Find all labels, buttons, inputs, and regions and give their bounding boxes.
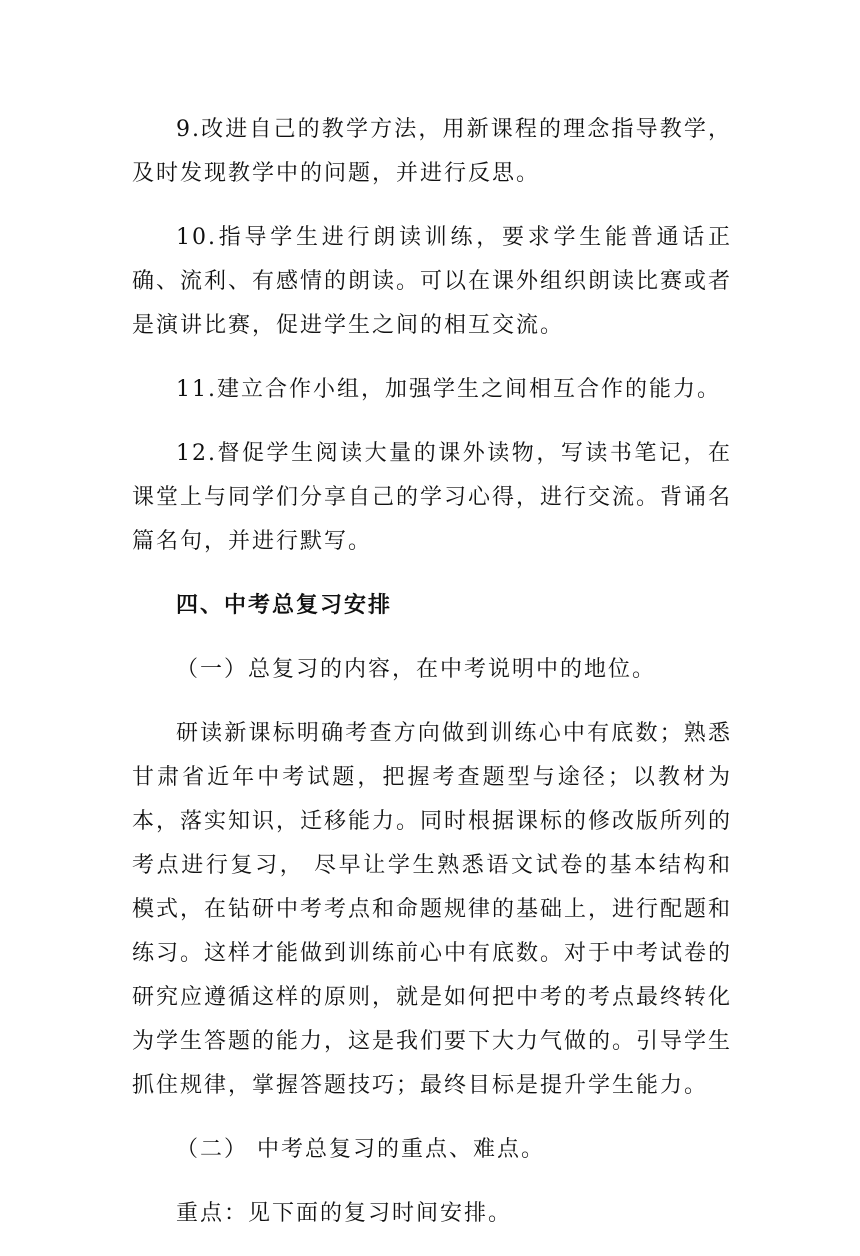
paragraph-item-10: 10.指导学生进行朗读训练，要求学生能普通话正确、流利、有感情的朗读。可以在课外组织朗读比赛或者是演讲比赛，促进学生之间的相互交流。	[132, 225, 733, 338]
paragraph-item-9: 9.改进自己的教学方法，用新课程的理念指导教学，及时发现教学中的问题，并进行反思。	[132, 117, 732, 186]
section-heading: 四、中考总复习安排	[176, 593, 393, 618]
subsection-heading-2: （二） 中考总复习的重点、难点。	[176, 1137, 545, 1162]
paragraph-item-11: 11.建立合作小组，加强学生之间相互合作的能力。	[176, 377, 721, 402]
paragraph-item-12: 12.督促学生阅读大量的课外读物，写读书笔记，在课堂上与同学们分享自己的学习心得，进行交流。背诵名篇名句，并进行默写。	[132, 441, 733, 554]
paragraph-key-points: 重点：见下面的复习时间安排。	[176, 1201, 513, 1226]
subsection-heading-1: （一）总复习的内容，在中考说明中的地位。	[176, 657, 657, 682]
paragraph-review-content: 研读新课标明确考查方向做到训练心中有底数；熟悉甘肃省近年中考试题，把握考查题型与途径；以教材为本，落实知识，迁移能力。同时根据课标的修改版所列的考点进行复习， 尽早让学生熟悉语文试卷的基本结构和模式，在钻研中考考点和命题规律的基础上，进行配题和练习。这样才能做到训练前心中有底数。对于中考试卷的研究应遵循这样的原则，就是如何把中考的考点最终转化为学生答题的能力，这是我们要下大力气做的。引导学生抓住规律，掌握答题技巧；最终目标是提升学生能力。	[132, 721, 733, 1098]
document-body	[132, 108, 732, 1256]
